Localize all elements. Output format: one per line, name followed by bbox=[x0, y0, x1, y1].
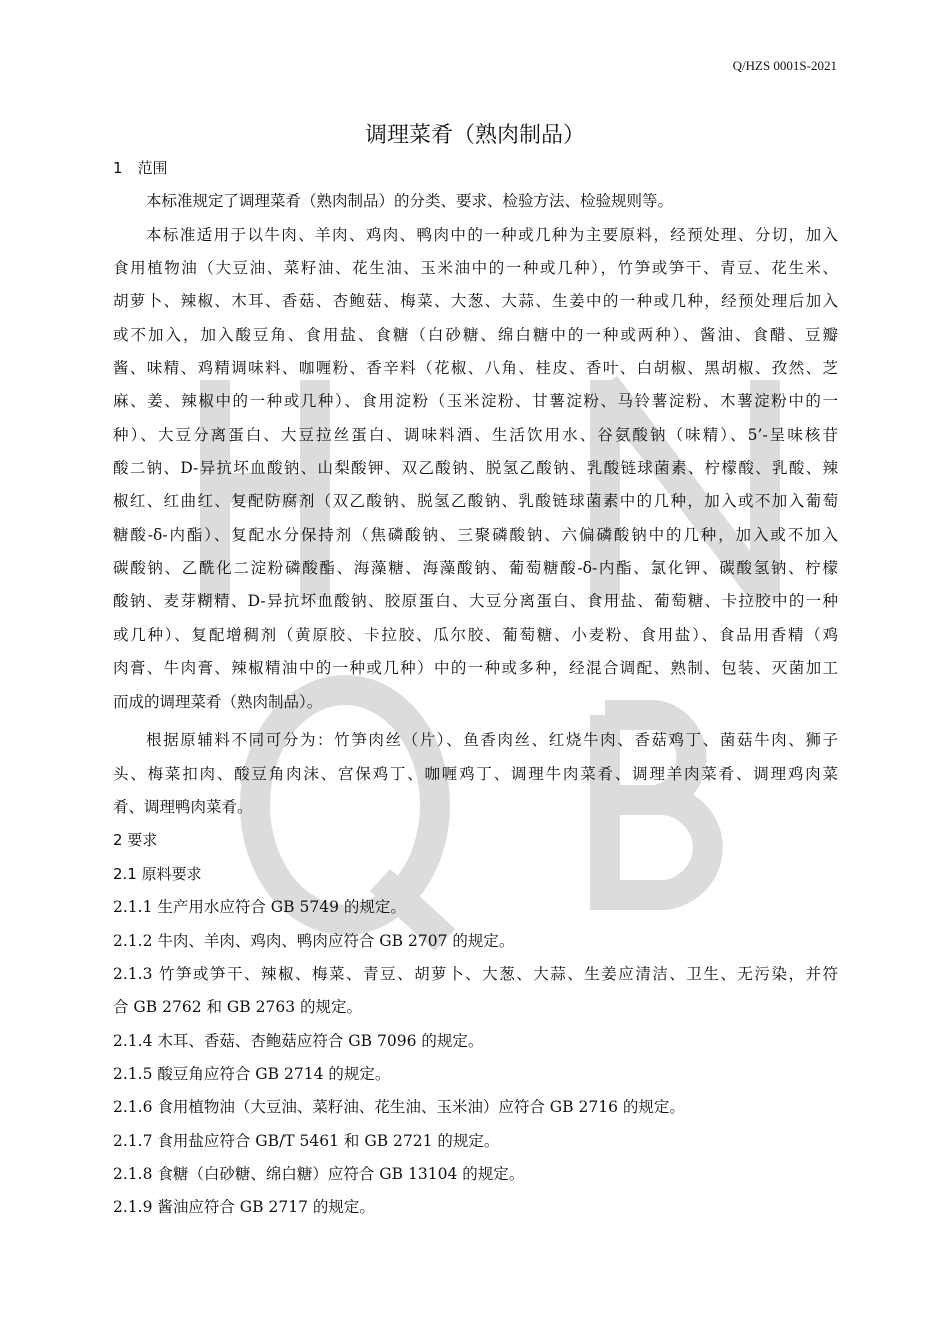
text-line: 2.1.1 生产用水应符合 GB 5749 的规定。 bbox=[113, 898, 406, 917]
text-line: 麻、姜、辣椒中的一种或几种）、食用淀粉（玉米淀粉、甘薯淀粉、马铃薯淀粉、木薯淀粉中的一 bbox=[113, 392, 838, 411]
clause-item bbox=[113, 958, 838, 1025]
text-line: 2.1.6 食用植物油（大豆油、菜籽油、花生油、玉米油）应符合 GB 2716 的规定。 bbox=[113, 1098, 685, 1117]
clause-item bbox=[113, 925, 838, 958]
text-line: 2.1.8 食糖（白砂糖、绵白糖）应符合 GB 13104 的规定。 bbox=[113, 1164, 525, 1183]
text-line: 碳酸钠、乙酰化二淀粉磷酸酯、海藻糖、海藻酸钠、葡萄糖酸-δ-内酯、氯化钾、碳酸氢钠、柠檬 bbox=[113, 559, 838, 578]
clause-item bbox=[113, 1158, 838, 1191]
text-line: 或不加入，加入酸豆角、食用盐、食糖（白砂糖、绵白糖中的一种或两种）、酱油、食醋、豆瓣 bbox=[113, 325, 838, 344]
text-line: 根据原辅料不同可分为：竹笋肉丝（片）、鱼香肉丝、红烧牛肉、香菇鸡丁、菌菇牛肉、狮子 bbox=[146, 731, 838, 750]
text-line: 2.1.2 牛肉、羊肉、鸡肉、鸭肉应符合 GB 2707 的规定。 bbox=[113, 931, 515, 950]
paragraph bbox=[113, 724, 838, 824]
text-line: 本标准适用于以牛肉、羊肉、鸡肉、鸭肉中的一种或几种为主要原料，经预处理、分切，加入 bbox=[146, 225, 838, 244]
text-line: 种）、大豆分离蛋白、大豆拉丝蛋白、调味料酒、生活饮用水、谷氨酸钠（味精）、5’-呈味核苷 bbox=[113, 425, 838, 444]
text-line: 或几种）、复配增稠剂（黄原胶、卡拉胶、瓜尔胶、葡萄糖、小麦粉、食用盐）、食品用香精（鸡 bbox=[113, 625, 838, 644]
clause-item bbox=[113, 1025, 838, 1058]
clause-item bbox=[113, 1091, 838, 1124]
text-line: 肉膏、牛肉膏、辣椒精油中的一种或几种）中的一种或多种，经混合调配、熟制、包装、灭菌加工 bbox=[113, 659, 838, 678]
text-line: 头、梅菜扣肉、酸豆角肉沫、宫保鸡丁、咖喱鸡丁、调理牛肉菜肴、调理羊肉菜肴、调理鸡肉菜 bbox=[113, 764, 838, 783]
text-line: 本标准规定了调理菜肴（熟肉制品）的分类、要求、检验方法、检验规则等。 bbox=[146, 192, 674, 211]
document-title: 调理菜肴（熟肉制品） bbox=[364, 123, 585, 148]
text-line: 2.1.9 酱油应符合 GB 2717 的规定。 bbox=[113, 1198, 375, 1217]
text-line: 食用植物油（大豆油、菜籽油、花生油、玉米油中的一种或几种），竹笋或笋干、青豆、花生米、 bbox=[113, 259, 838, 278]
text-line: 糖酸-δ-内酯）、复配水分保持剂（焦磷酸钠、三聚磷酸钠、六偏磷酸钠中的几种，加入或不加入 bbox=[113, 525, 838, 544]
text-line: 酸钠、麦芽糊精、D-异抗坏血酸钠、胶原蛋白、大豆分离蛋白、食用盐、葡萄糖、卡拉胶中的一种 bbox=[113, 592, 838, 611]
clause-item bbox=[113, 891, 838, 924]
paragraph bbox=[113, 185, 838, 218]
text-line: 1 范围 bbox=[113, 159, 168, 177]
section-heading bbox=[113, 152, 838, 185]
text-line: 2.1.4 木耳、香菇、杏鲍菇应符合 GB 7096 的规定。 bbox=[113, 1031, 484, 1050]
standard-code: Q/HZS 0001S-2021 bbox=[732, 58, 837, 73]
paragraph bbox=[113, 219, 838, 719]
document-body bbox=[113, 152, 838, 1225]
section-heading bbox=[113, 858, 838, 891]
text-line: 2 要求 bbox=[113, 831, 158, 850]
text-line: 2.1.7 食用盐应符合 GB/T 5461 和 GB 2721 的规定。 bbox=[113, 1131, 500, 1150]
clause-item bbox=[113, 1191, 838, 1224]
text-line: 合 GB 2762 和 GB 2763 的规定。 bbox=[113, 998, 362, 1017]
text-line: 胡萝卜、辣椒、木耳、香菇、杏鲍菇、梅菜、大葱、大蒜、生姜中的一种或几种，经预处理后加入 bbox=[113, 292, 838, 311]
text-line: 2.1.5 酸豆角应符合 GB 2714 的规定。 bbox=[113, 1064, 391, 1083]
clause-item bbox=[113, 1058, 838, 1091]
clause-item bbox=[113, 1125, 838, 1158]
section-heading bbox=[113, 824, 838, 857]
text-line: 肴、调理鸭肉菜肴。 bbox=[113, 798, 253, 817]
text-line: 而成的调理菜肴（熟肉制品）。 bbox=[113, 692, 323, 711]
text-line: 椒红、红曲红、复配防腐剂（双乙酸钠、脱氢乙酸钠、乳酸链球菌素中的几种，加入或不加入葡萄 bbox=[113, 492, 838, 511]
text-line: 2.1 原料要求 bbox=[113, 864, 202, 883]
text-line: 2.1.3 竹笋或笋干、辣椒、梅菜、青豆、胡萝卜、大葱、大蒜、生姜应清洁、卫生、无污染，并符 bbox=[113, 964, 838, 983]
text-line: 酸二钠、D-异抗坏血酸钠、山梨酸钾、双乙酸钠、脱氢乙酸钠、乳酸链球菌素、柠檬酸、乳酸、辣 bbox=[113, 459, 838, 478]
text-line: 酱、味精、鸡精调味料、咖喱粉、香辛料（花椒、八角、桂皮、香叶、白胡椒、黑胡椒、孜然、芝 bbox=[113, 359, 838, 378]
